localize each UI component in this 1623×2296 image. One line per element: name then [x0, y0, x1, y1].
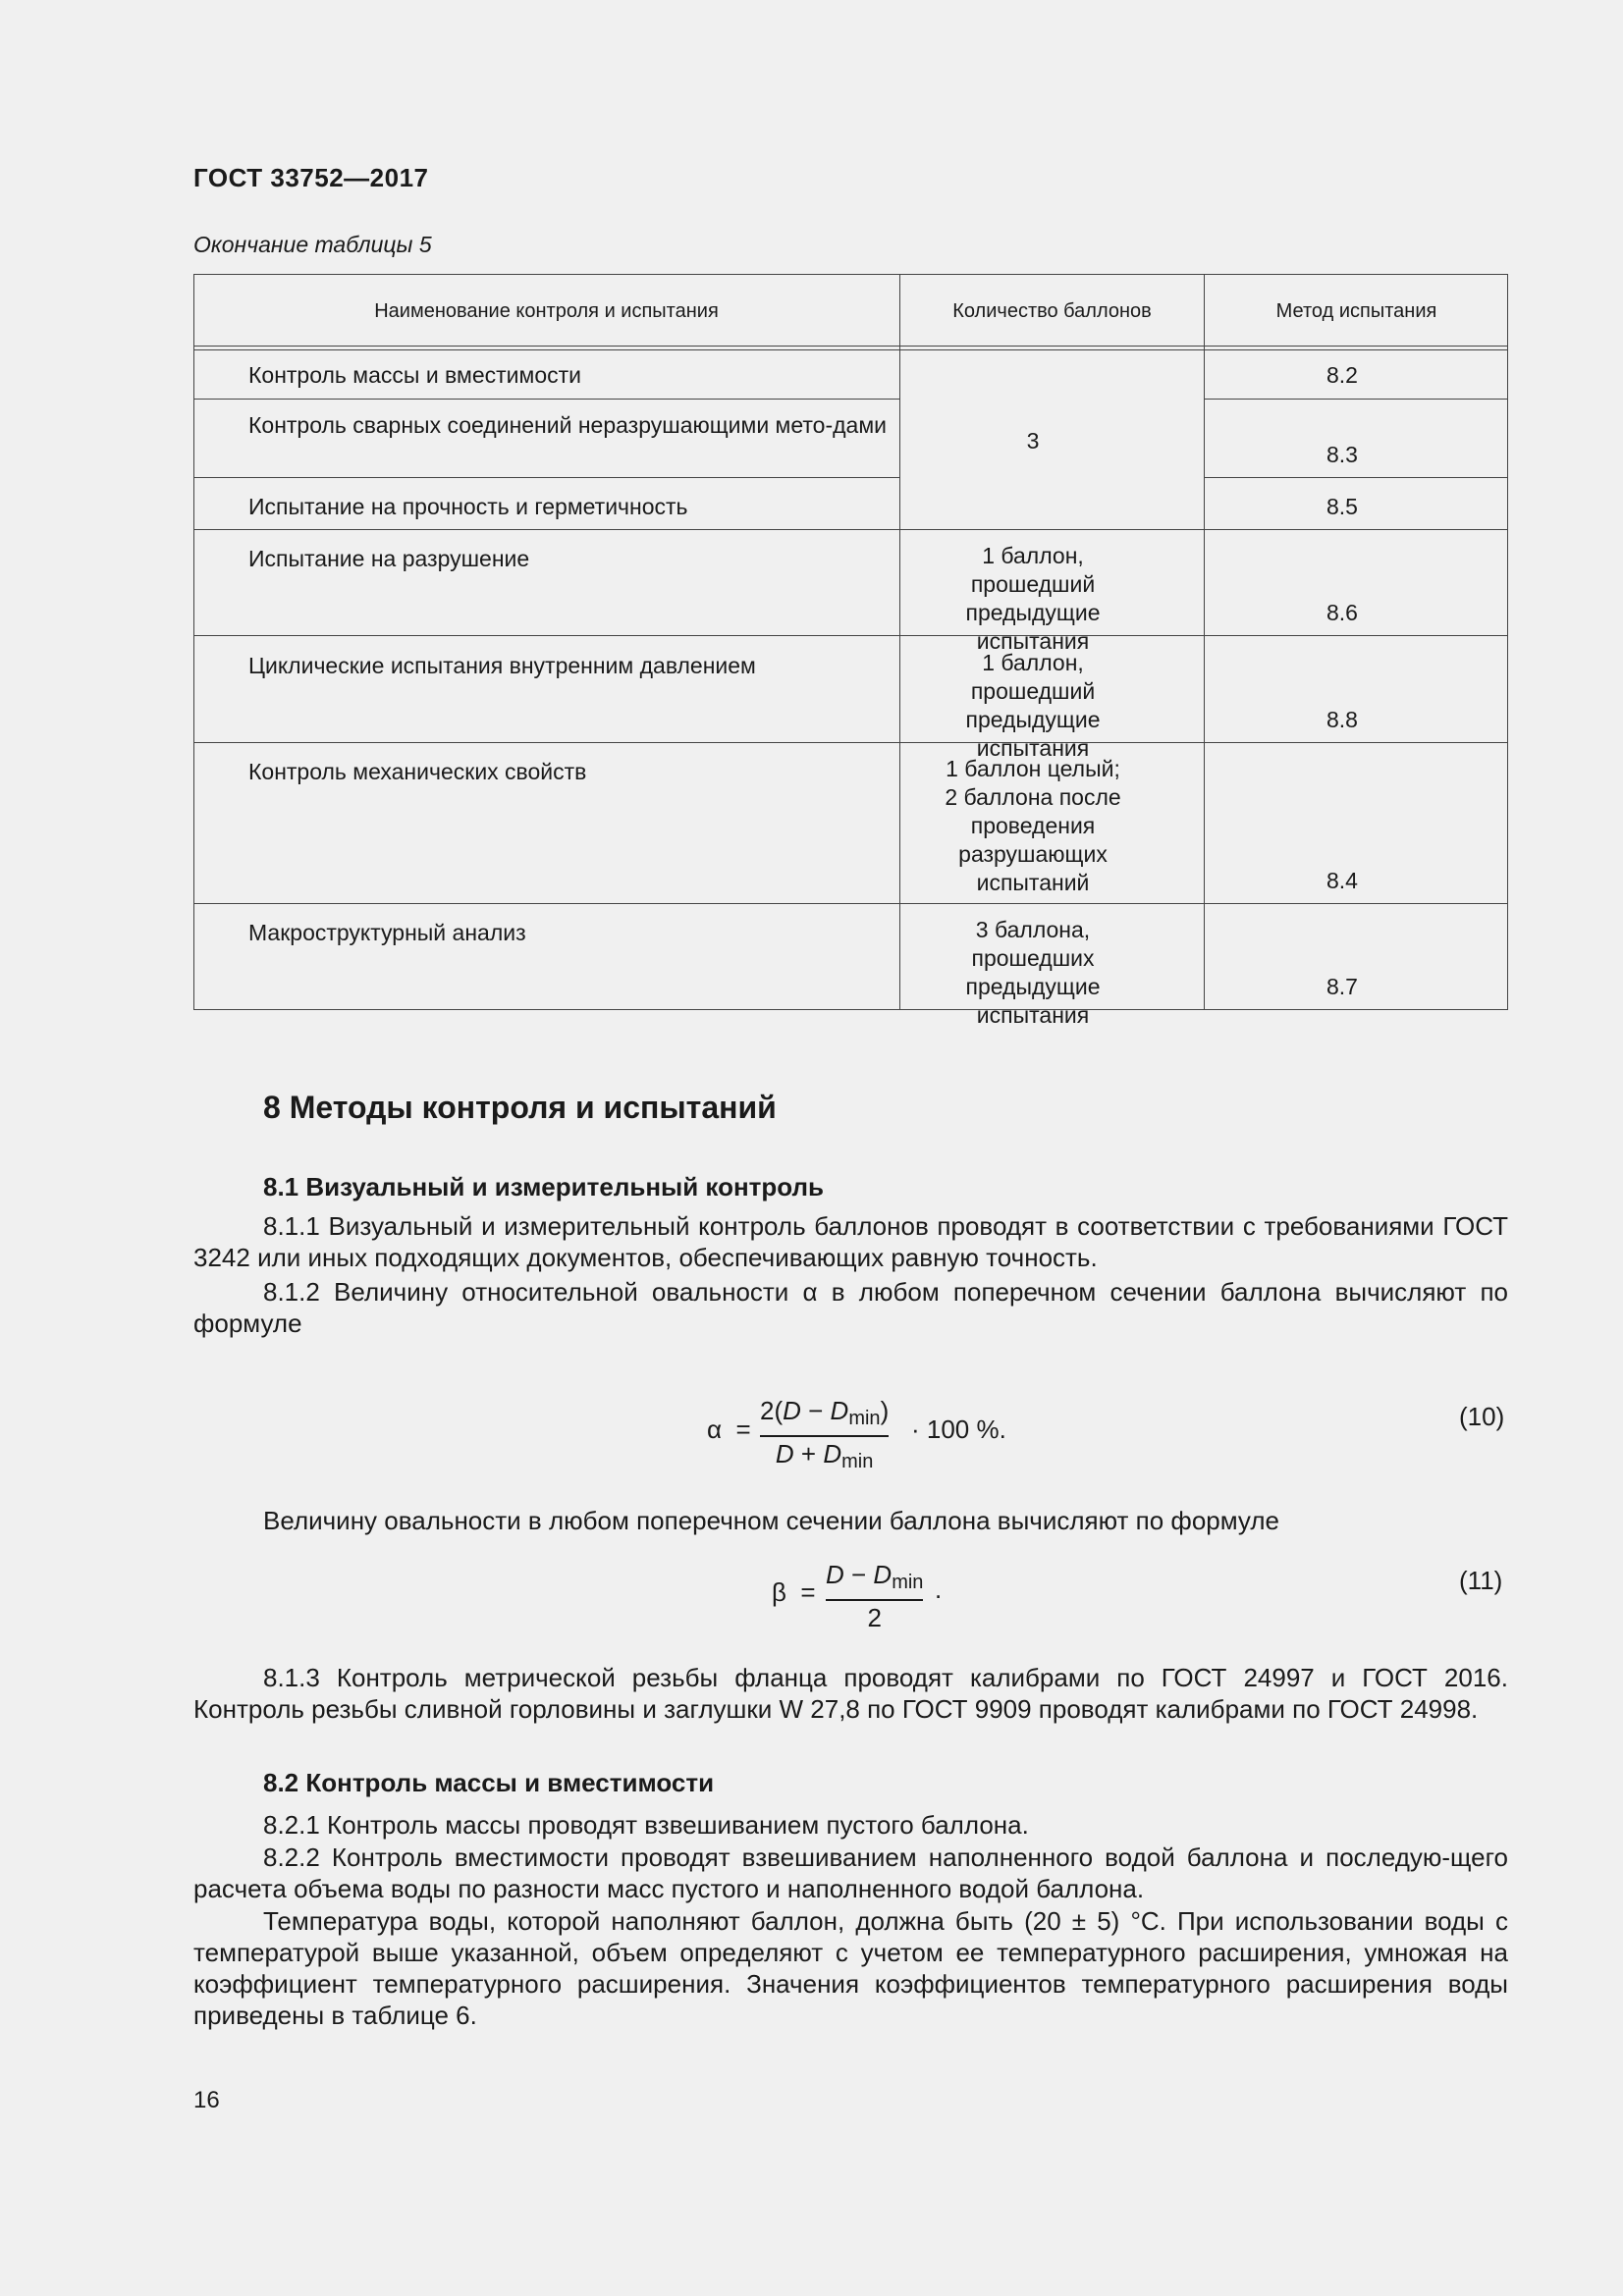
table-header-rule [193, 346, 1508, 347]
formula-10-fraction [760, 1396, 889, 1476]
row-count: 3 баллона, прошедших предыдущие испытания [965, 917, 1101, 1028]
row-name: Контроль механических свойств [248, 759, 587, 784]
row-name: Испытание на разрушение [248, 546, 530, 571]
table-header-rule-double [193, 349, 1508, 350]
header-count: Количество баллонов [952, 300, 1152, 322]
row-name: Макроструктурный анализ [248, 920, 526, 945]
section-8-1-title: 8.1 Визуальный и измерительный контроль [263, 1172, 825, 1201]
table-border-bottom [193, 1009, 1508, 1010]
merged-count: 3 [1026, 428, 1040, 454]
formula-10-number: (10) [1459, 1402, 1505, 1431]
table-border-right [1507, 274, 1508, 1010]
row-rule [193, 477, 900, 478]
formula-10-denominator: $D + D_{min}$ [775, 1439, 874, 1472]
paragraph-8-2-2: 8.2.2 Контроль вместимости проводят взвешиванием наполненного водой баллона и последую-щего расчета объема воды по разности масс пустого и наполненного водой баллона. [193, 1842, 1508, 1903]
header-name: Наименование контроля и испытания [374, 300, 719, 322]
header-method: Метод испытания [1275, 300, 1437, 322]
paragraph-between: Величину овальности в любом поперечном сечении баллона вычисляют по формуле [263, 1506, 1279, 1535]
row-method: 8.7 [1326, 974, 1358, 999]
row-rule [193, 399, 900, 400]
paragraph-8-2-1: 8.2.1 Контроль массы проводят взвешиванием пустого баллона. [263, 1810, 1029, 1840]
row-rule [193, 742, 1508, 743]
formula-10-numerator: $2(D - D_{min})$ [760, 1396, 890, 1429]
row-method: 8.3 [1326, 442, 1358, 467]
formula-11-numerator: $D - D_{min}$ [826, 1560, 924, 1593]
row-name: Контроль массы и вместимости [248, 362, 581, 388]
page-number: 16 [193, 2087, 220, 2113]
row-count: 1 баллон целый; 2 баллона после проведения разрушающих испытаний [945, 756, 1121, 895]
row-name: Циклические испытания внутренним давлением [248, 653, 756, 678]
row-rule [193, 635, 1508, 636]
paragraph-8-1-1: 8.1.1 Визуальный и измерительный контроль баллонов проводят в соответствии с требованиями ГОСТ 3242 или иных подходящих документов, обеспечивающих равную точность. [193, 1211, 1508, 1272]
document-id: ГОСТ 33752—2017 [193, 163, 429, 192]
row-name: Испытание на прочность и герметичность [248, 494, 688, 519]
row-rule [1205, 399, 1508, 400]
row-method: 8.6 [1326, 600, 1358, 625]
row-method: 8.8 [1326, 707, 1358, 732]
formula-11-denominator: 2 [867, 1603, 882, 1632]
row-rule [193, 903, 1508, 904]
table-border-top [193, 274, 1508, 275]
paragraph-8-1-2: 8.1.2 Величину относительной овальности α в любом поперечном сечении баллона вычисляют по формуле [193, 1277, 1508, 1338]
col-divider [899, 274, 900, 1010]
formula-11-period: . [935, 1575, 943, 1604]
row-count: 1 баллон, прошедший предыдущие испытания [965, 650, 1101, 761]
formula-10-lhs: α = [707, 1415, 751, 1444]
table-5-continuation [193, 274, 1508, 1028]
row-method: 8.2 [1326, 362, 1358, 388]
formula-10-tail: · 100 %. [911, 1415, 1006, 1444]
row-rule [193, 529, 1508, 530]
formula-11-number: (11) [1459, 1566, 1503, 1595]
row-method: 8.4 [1326, 868, 1358, 893]
paragraph-temperature: Температура воды, которой наполняют баллон, должна быть (20 ± 5) °С. При использовании воды с температурой выше указанной, объем определяют с учетом ее температурного расширения, умножая на коэффициент температурного расширения. Значения коэффициентов температурного расширения воды приведены в таблице 6. [193, 1906, 1508, 2030]
formula-11-fraction [826, 1560, 923, 1632]
table-border-left [193, 274, 194, 1010]
paragraph-8-1-3: 8.1.3 Контроль метрической резьбы фланца проводят калибрами по ГОСТ 24997 и ГОСТ 2016. Контроль резьбы сливной горловины и заглушки W 27,8 по ГОСТ 9909 проводят калибрами по ГОСТ 24998. [193, 1663, 1508, 1724]
section-8-title: 8 Методы контроля и испытаний [263, 1090, 777, 1125]
row-name: Контроль сварных соединений неразрушающими мето-дами [248, 412, 887, 438]
formula-11-lhs: β = [772, 1577, 816, 1607]
row-rule [1205, 477, 1508, 478]
row-method: 8.5 [1326, 494, 1358, 519]
section-8-2-title: 8.2 Контроль массы и вместимости [263, 1768, 715, 1797]
row-count: 1 баллон, прошедший предыдущие испытания [965, 543, 1101, 654]
table-caption: Окончание таблицы 5 [193, 232, 432, 257]
